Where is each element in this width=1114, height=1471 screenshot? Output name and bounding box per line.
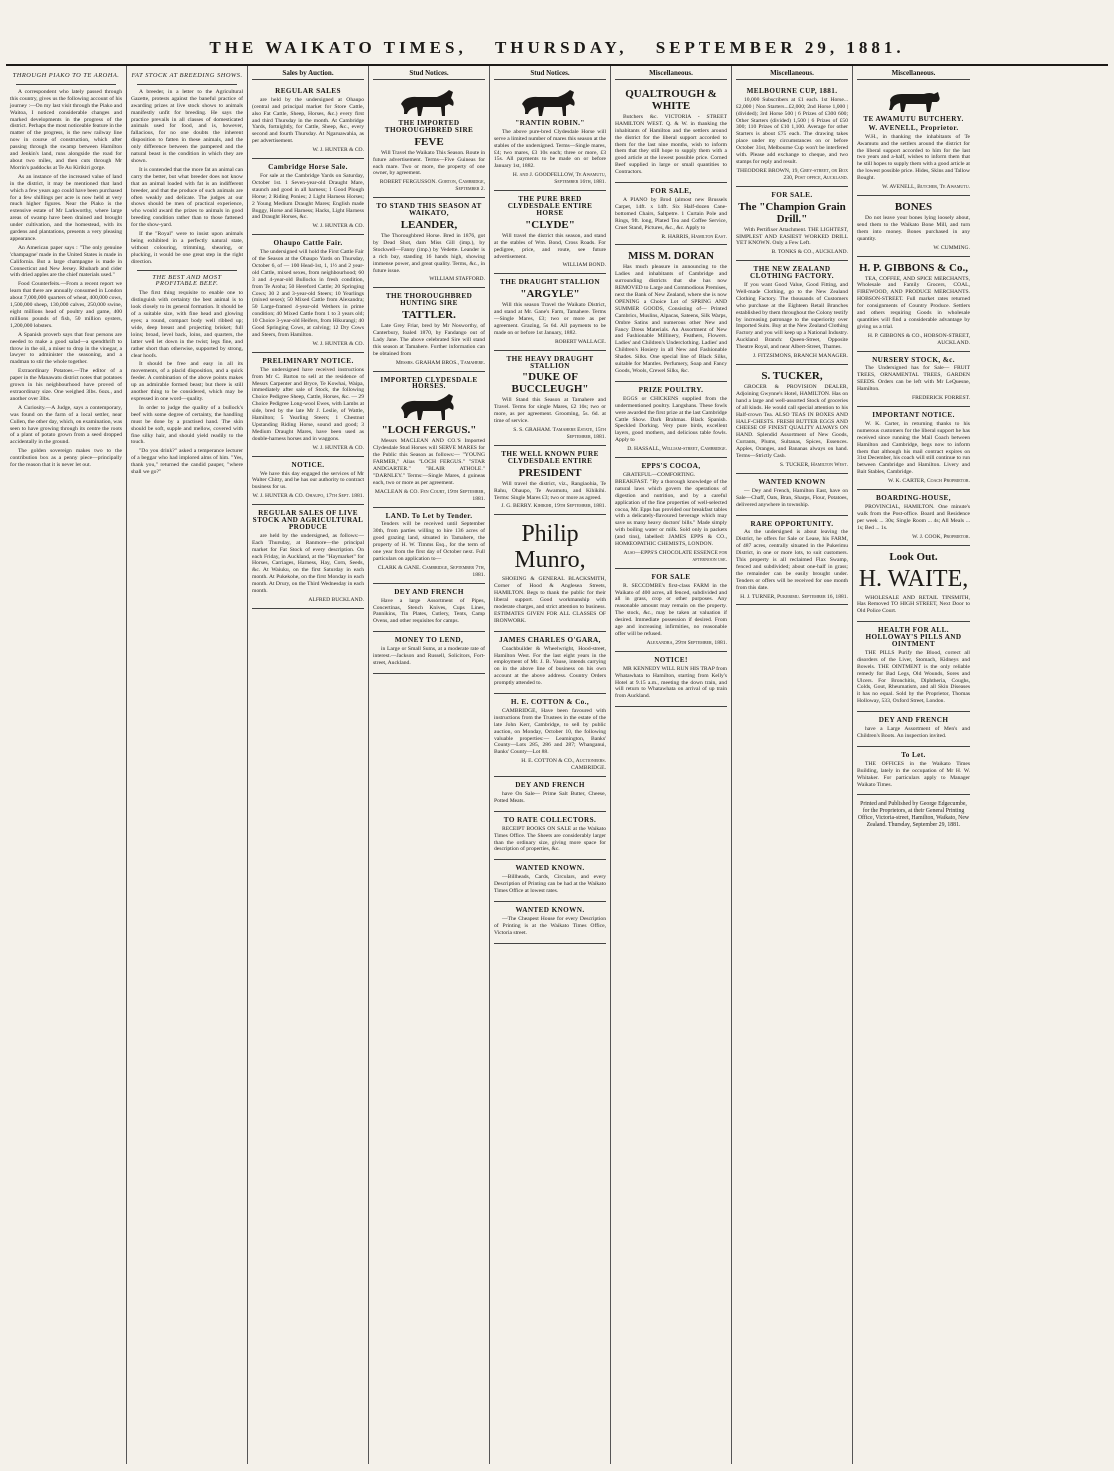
- ad-body: —The Cheapest House for every Description of Printing is at the Waikato Times Office, Victoria street.: [494, 915, 606, 936]
- column-header: Miscellaneous.: [615, 70, 727, 80]
- article-paragraph: Food Counterfeits.—From a recent report we learn that there are annually consumed in London about 7,000,000 quarters of wheat, 400,000 cows, 1,500,000 sheep, 130,000 calves, 250,000 swine, eight millions head of poultry and game, 400 millions pounds of fish, 50 million oysters, 1,200,000 lobsters.: [10, 281, 122, 329]
- ad-horse-name: "CLYDE": [525, 218, 575, 231]
- column-2: [127, 66, 248, 1464]
- ad-horse-name: LEANDER,: [400, 218, 458, 231]
- ad-title: TO STAND THIS SEASON AT WAIKATO,: [376, 202, 482, 218]
- article-paragraph: A Spanish proverb says that four persons are needed to make a good salad—a spendthrift to throw in the oil, a miser to drop in the vinegar, a lawyer to administer the seasoning, and a madman to stir the whole together.: [10, 331, 122, 366]
- ad-display-name: Philip Munro,: [514, 521, 586, 574]
- advertisement: [494, 351, 606, 446]
- ad-title: JAMES CHARLES O'GARA,: [499, 635, 601, 644]
- ad-title: Ohaupo Cattle Fair.: [273, 239, 343, 248]
- ad-title: MELBOURNE CUP, 1881.: [746, 86, 838, 95]
- advertisement: [857, 546, 970, 623]
- ad-title: TO RATE COLLECTORS.: [503, 815, 597, 824]
- ad-body: W. K. Carter, in returning thanks to his numerous customers for the liberal support he has received since running the Mail Coach between Hamilton and Cambridge, begs now to inform them that although his mail contract expires on 31st December, his coach will still continue to run between Cambridge and Hamilton. Livery and Bait Stables, Cambridge.: [857, 420, 970, 476]
- column-3: [248, 66, 369, 1464]
- ad-body: R. SECCOMBE's first-class FARM in the Waikato of 400 acres, all fenced, subdivided and all in grass, crop or other purposes. Any reasonable amount may remain on the property. The stock, &c., may be taken at valuation if desired. Immediate possession if desired. From age and increasing infirmities, no reasonable offer will be refused.: [615, 582, 727, 637]
- advertisement: [252, 83, 364, 159]
- ad-signature: J. FITZSIMONS, BRANCH MANAGER.: [752, 353, 848, 360]
- advertisement: [615, 458, 727, 569]
- ad-title: WANTED KNOWN.: [515, 905, 585, 914]
- ad-title: THE WELL KNOWN PURE CLYDESDALE ENTIRE: [501, 449, 599, 465]
- ad-signature: R. HARRIS, Hamilton East.: [661, 233, 727, 240]
- advertisement: [494, 860, 606, 902]
- advertisement: [615, 183, 727, 245]
- ad-signature: W. J. HUNTER & CO.: [312, 444, 364, 451]
- advertisement: [857, 407, 970, 490]
- ad-title: FOR SALE.: [771, 190, 813, 199]
- ad-body: PROVINCIAL, HAMILTON. One minute's walk from the Post-office. Board and Residence per week ... 30s; Single Room ... 4s; All Meals ... 1s; Bed ... 1s.: [857, 503, 970, 531]
- ad-body: Coachbuilder & Wheelwright, Hood-street, Hamilton West. For the last eight years in the employment of Mr. J. B. Vause, intends carrying on in the above line of business on his own account at the above address. Country Orders promptly attended to.: [494, 645, 606, 687]
- ad-signature: H. and J. GOODFELLOW, Te Awamutu, September 16th, 1881.: [512, 172, 606, 186]
- ad-body: are held by the undersigned, as follows:— Each Thursday, at Ranmore—the principal market for Fat Stock of every description. On each Friday, in Auckland, at the "Haymarket" for Horses, Carriages, Harness, Hay, Corn, Seeds, &c. At Waiuku, on the first Saturday in each month. At Pukekohe, on the first Monday in each month. At Drury, on the Third Wednesday in each month.: [252, 532, 364, 595]
- advertisement: [373, 372, 485, 508]
- article-paragraph: The first thing requisite to enable one to distinguish with certainty the best animal is to look closely to its general formation. It should be of a suitable size, with fine head and glowing eyes; a round, compact body well ribbed up; wide, deep breast and projecting brisket; full loins; broad, level back, loins, and quarters, the latter well let down in the twist; legs fine, and rather short than otherwise, supported by strong, clear hoofs.: [131, 290, 243, 359]
- ad-title: DEY AND FRENCH: [394, 587, 464, 596]
- article-title: THROUGH PIAKO TO TE AROHA.: [12, 72, 120, 79]
- ad-title: THE HEAVY DRAUGHT STALLION: [506, 354, 594, 370]
- column-header: Stud Notices.: [494, 70, 606, 80]
- advertisement: [615, 245, 727, 382]
- ad-horse-name: "LOCH FERGUS.": [381, 424, 477, 437]
- ad-headline: Look Out.: [889, 550, 938, 563]
- ad-body: The above pure-bred Clydesdale Horse will serve a limited number of mares this season at the stables of the undersigned. Terms—Single mares, £4; two mares, £3 10s each; three or more, £3 15s. All payments to be made on or before January 1st, 1882.: [494, 128, 606, 170]
- ad-title: RARE OPPORTUNITY.: [750, 519, 834, 528]
- advertisement: [857, 747, 970, 796]
- ad-body: We have this day engaged the services of Mr Walter Chitty, and he has our authority to contract business for us.: [252, 470, 364, 491]
- horse-illustration-icon: [393, 392, 465, 422]
- ad-title: H. E. COTTON & Co.,: [510, 698, 590, 707]
- ad-signature: MACLEAN & CO. Fen Court, 19th September, 1881.: [374, 488, 485, 502]
- ad-body: THE PILLS Purify the Blood, correct all disorders of the Liver, Stomach, Kidneys and Bowels. THE OINTMENT is the only reliable remedy for Bad Legs, Old Wounds, Sores and Ulcers. For Bronchitis, Diphtheria, Coughs, Colds, Gout, Rheumatism, and all Skin Diseases it has no equal. Sold by the Proprietor, Thomas Holloway, 533, Oxford Street, London.: [857, 649, 970, 705]
- ad-title: DEY AND FRENCH: [878, 716, 949, 725]
- article-paragraph: A breeder, in a letter to the Agricultural Gazette, protests against the baneful practice of awarding prizes at live stock shows to animals manifestly unfit for breeding. He says the practice prevails in all classes of domesticated animals used for food, and is, however, fallacious, for no one doubts the inherent disposition to fatten in these animals, and the only difference between the pampered and the natural beast is the condition in which they are shown.: [131, 88, 243, 164]
- advertisement: [252, 457, 364, 506]
- article-paragraph: A correspondent who lately passed through this country, gives us the following account of his journey :—On my last visit through the Piako and Waitoa, I noticed considerable changes and marked developments in the progress of the district. Perhaps the most noticeable feature in the matter of the progress, is the new railway line now in course of construction, which after passing through the swamp between Hamilton and Jenkin's land, runs alongside the road for about two miles, and then cuts through Mr Morrin's paddocks at Te Au Kirikiri gorge.: [10, 88, 122, 171]
- column-8: [853, 66, 974, 1464]
- advertisement: [494, 515, 606, 631]
- article-paragraph: "Do you drink?" asked a temperance lecturer of a beggar who had implored alms of him. "Yes, thank you," returned the candid pauper, "where shall we go?": [131, 448, 243, 476]
- column-4: [369, 66, 490, 1464]
- advertisement: [615, 569, 727, 652]
- advertisement: [494, 812, 606, 861]
- ad-title: "RANTIN ROBIN.": [515, 118, 585, 127]
- ad-body: The undersigned will hold the First Cattle Fair of the Season at the Ohaupo Yards on Thursday, October 6, of — 100 Head-1st, 1, 1½ and 2 year-old Cattle, mixed sexes, from neighbourhood; 60 3 and 4-year-old Bullocks in fresh condition, from Te Aroha; 50 Hereford Cattle; 20 Springing Cows; 30 2 and 3-year-old Steers; 10 Yearlings (mixed sexes); 50 Mixed Cattle from Alexandra; 50 Large-framed 4-year-old Wethers in prime condition; 40 Mixed Cattle from 1 to 3 years old; 10 Choice 3-year-old Heifers, from Hikurangi; 40 Good Springing Cows, at calving; 12 Dry Cows and Steers, from Hamilton.: [252, 249, 364, 338]
- article-title: THE BEST AND MOST PROFITABLE BEEF.: [152, 273, 222, 288]
- advertisement: [857, 352, 970, 407]
- ad-body: have On Sale— Prime Salt Butter, Cheese, Potted Meats.: [494, 791, 606, 804]
- ad-title: LAND. To Let by Tender.: [385, 511, 473, 520]
- ad-body: The Undersigned has for Sale— FRUIT TREES, ORNAMENTAL TREES, GARDEN SEEDS. Orders can be left with Mr LeQuesne, Hamilton.: [857, 365, 970, 393]
- advertisement: [857, 490, 970, 545]
- advertisement: [857, 712, 970, 747]
- ad-signature: H. E. COTTON & CO., Auctioneers. CAMBRIDGE.: [521, 758, 606, 772]
- advertisement: [736, 261, 848, 365]
- article-paragraph: If the "Royal" were to insist upon animals being exhibited in a perfectly natural state, without colouring, trimming, shearing, or plucking, it would be one great step in the right direction.: [131, 231, 243, 265]
- advertisement: [252, 505, 364, 609]
- ad-title: PRELIMINARY NOTICE.: [262, 356, 354, 365]
- ad-signature: W. CUMMING.: [933, 244, 970, 251]
- divider: [16, 84, 116, 85]
- article-paragraph: It is contended that the more fat an animal can carry the better, but what breeder does not know that an animal loaded with fat is an indifferent breeder, and that the produce of such animals are often weakly and delicate. The judges at our shows should be men of practical experience, who would award the prizes to animals in good breeding condition rather than to those fattened for the show-yard.: [131, 166, 243, 229]
- ad-title: MONEY TO LEND,: [394, 636, 464, 645]
- advertisement: [615, 652, 727, 707]
- ad-title: IMPORTANT NOTICE.: [872, 411, 955, 419]
- ad-body: The Thoroughbred Horse. Bred in 1876, got by Dead Shot, dam Miss Gill (imp.), by Stockwell—Fanny (imp.) by Vedette. Leander is a rich bay, standing 16 hands high, showing immense power, and great quality. Terms, &c., in future issue.: [373, 232, 485, 274]
- ad-signature: Messrs. GRAHAM BROS., Tamahere.: [395, 359, 485, 366]
- ad-title: THE DRAUGHT STALLION: [500, 278, 600, 287]
- ad-title: DEY AND FRENCH: [515, 781, 585, 790]
- ad-title: IMPORTED CLYDESDALE HORSES.: [380, 375, 478, 391]
- printer-imprint: Printed and Published by George Edgecumbe, for the Proprietors, at their General Printing Office, Victoria-street, Hamilton, Waikato, New Zealand. Thursday, September 29, 1881.: [857, 801, 970, 829]
- bull-illustration-icon: [884, 88, 944, 114]
- ad-display-name: H. WAITE,: [858, 565, 969, 592]
- masthead-day: THURSDAY,: [494, 38, 628, 57]
- column-6: [611, 66, 732, 1464]
- column-header: Miscellaneous.: [857, 70, 970, 80]
- ad-title: Cambridge Horse Sale.: [268, 163, 348, 172]
- ad-title: THE IMPORTED THOROUGHBRED SIRE: [384, 118, 474, 134]
- ad-signature: THEODORE BROWN, 19, Grey-street, or Box 230, Post office, Auckland.: [736, 167, 848, 181]
- advertisement: [615, 83, 727, 183]
- ad-title: FOR SALE,: [650, 187, 692, 196]
- advertisement: [494, 83, 606, 191]
- advertisement: [373, 288, 485, 371]
- ad-signature: ALFRED BUCKLAND.: [308, 597, 364, 603]
- ad-body: With Pertifixer Attachment. THE LIGHTEST, SIMPLEST AND EASIEST WORKED DRILL YET KNOWN. Only a Few Left.: [736, 226, 848, 247]
- ad-body: —Billheads, Cards, Circulars, and every Description of Printing can be had at the Waikato Times Office at lowest rates.: [494, 874, 606, 895]
- advertisement: [857, 196, 970, 257]
- ad-signature: Alexandra, 29th September, 1881.: [646, 639, 727, 646]
- article-paragraph: An American paper says : "The only genuine 'champagne' made in the United States is made in California. But a large champagne is made in Connecticut and New Jersey. Rhubarb and cider with dried apples are the chief materials used.": [10, 244, 122, 279]
- columns: [6, 66, 1108, 1464]
- ad-signature: FREDERICK FORREST.: [911, 395, 970, 402]
- advertisement: [494, 694, 606, 777]
- ad-title: THE NEW ZEALAND CLOTHING FACTORY.: [750, 265, 834, 281]
- ad-signature: W. K. CARTER, Coach Proprietor.: [887, 478, 970, 485]
- column-7: [732, 66, 853, 1464]
- ad-body: A PIANO by Brod (almost new Brussels Carpet, 14ft. x 14ft. Six Half-dozen Cane-bottomed Chairs, Saltpetre. 1 Curtain Pole and Rings, 9ft. long, Plated Tea and Coffee Service, Cruet Stand, Pictures, &c., &c. Apply to: [615, 196, 727, 231]
- ad-subtitle: W. AVENELL, Proprietor.: [868, 123, 959, 132]
- ad-body: RECEIPT BOOKS ON SALE at the Waikato Times Office. The Sheets are considerably larger than the ordinary size, giving more space for description of properties, &c.: [494, 825, 606, 853]
- advertisement: [857, 257, 970, 352]
- column-header: Sales by Auction.: [252, 70, 364, 80]
- advertisement: [252, 235, 364, 353]
- ad-body: For sale at the Cambridge Yards on Saturday, October 1st. 1 Seven-year-old Draught Mare, staunch and good in all harness; 1 Good Plough Horse; 2 Riding Ponies; 2 Light Harness Horses; 2 Young Medium Draught Mares; English made Buggy, Horse and Harness; Hacks, Light Harness and Draught Horses, &c.: [252, 172, 364, 221]
- advertisement: [736, 516, 848, 606]
- ad-body: Will Travel the Waikato This Season. Route in future advertisement. Terms—Five Guineas for each mare. Two or more, the property of one owner, by agreement.: [373, 149, 485, 177]
- advertisement: [252, 159, 364, 235]
- horse-illustration-icon: [514, 88, 586, 118]
- ad-title: NOTICE!: [654, 655, 688, 664]
- ad-body: SHOEING & GENERAL BLACKSMITH, Corner of Hood & Anglesea Streets, HAMILTON. Begs to thank the public for their liberal support. Good workmanship with moderate charges, and strict attention to business. ESTIMATES GIVEN FOR ALL CLASSES OF IRONWORK.: [494, 576, 606, 624]
- ad-signature: CLARK & GANE. Cambridge, September 7th, 1881.: [377, 564, 485, 578]
- ad-signature: W. J. HUNTER & CO. Ohaupo, 17th Sept. 1881.: [252, 493, 364, 500]
- ad-signature: W. AVENELL, Butcher, Te Awamutu.: [882, 184, 970, 191]
- ad-horse-name: "ARGYLE": [520, 288, 580, 301]
- column-header: Miscellaneous.: [736, 70, 848, 80]
- masthead-date: SEPTEMBER 29, 1881.: [655, 38, 905, 57]
- ad-title: HEALTH FOR ALL. HOLLOWAY'S PILLS AND OINTMENT: [865, 626, 962, 649]
- ad-body: Have a large Assortment of Pipes, Concertinas, Stench Knives, Cups Lines, Pannikins, Tin Plates, Cutlery, Tents, Camp Ovens, and other requisites for camps.: [373, 597, 485, 625]
- article-paragraph: The golden sovereign makes two to the contribution box as a penny piece—principally for the reason that it is never let out.: [10, 448, 122, 469]
- ad-signature: S. S. GRAHAM. Tamahere Estate, 15th September, 1881.: [513, 427, 606, 440]
- ad-body: MR KENNEDY WILL RUN HIS TRAP from Whatawhata to Hamilton, starting from Kelly's Hotel at 9.15 a.m., meeting the down train, and will return to Whatawhata on arrival of up train from Auckland.: [615, 665, 727, 700]
- advertisement: [494, 632, 606, 694]
- advertisement: [736, 83, 848, 187]
- ad-body: Messrs MACLEAN AND CO.'S Imported Clydesdale Stud Horses will SERVE MARES for the Public this Season as follows:— "YOUNG FARMER," Alias "LOCH FERGUS." "STAR ANDGARTER." "BLAIR ATHOLE." "DARNLEY." Terms:—Single Mares, 4 guineas each, two or more as per agreement.: [373, 438, 485, 486]
- ad-display-name: H. P. GIBBONS & Co.,: [858, 261, 968, 274]
- ad-signature: D. HASSALL, William-street, Cambridge.: [627, 446, 727, 453]
- divider: [137, 270, 237, 271]
- article-paragraph: In order to judge the quality of a bullock's beef with some degree of certainty, the handling must be done by a practised hand. The skin should be soft, supple and mellow, covered with fine silky hair, and should yield readily to the touch.: [131, 404, 243, 446]
- ad-body: EGGS or CHICKENS supplied from the undermentioned poultry. Langshans. These fowls were awarded the first prize at the last Cambridge Cattle Show. Dark Brahmas. Black Spanish. Speckled Dorking. Very pure birds, excellent layers, good mothers, and delicious table fowls. Apply to: [615, 395, 727, 444]
- ad-title: NOTICE.: [291, 460, 325, 469]
- ad-body: 10,000 Subscribers at £1 each. 1st Horse...£2,000 | Non Starters...£2,000; 2nd Horse 1,000 | (divided); 3rd Horse 500 | 6 Prizes of £300 600; Other Starters (divided) 1,500 | 6 Prizes of £50 300; 110 Prizes of £10 1,100. Average for other Starters is about £75 each. The drawing takes place under my circumstances on or before October 31st, Melbourne Cup won't be interfered with. Please add exchange to cheque, and two stamps for reply and result.: [736, 96, 848, 165]
- ad-title: EPPS'S COCOA,: [641, 462, 701, 471]
- ad-horse-name: "DUKE OF BUCCLEUGH": [511, 371, 589, 396]
- ad-signature: H. P. GIBBONS & CO., HOBSON-STREET, AUCKLAND.: [867, 332, 970, 346]
- ad-title: WANTED KNOWN.: [515, 864, 585, 873]
- ad-signature: WILLIAM STAFFORD.: [429, 276, 485, 283]
- ad-body: have a Large Assortment of Men's and Children's Boots. An inspection invited.: [857, 726, 970, 739]
- ad-signature: S. TUCKER, Hamilton West.: [779, 461, 848, 468]
- article-paragraph: A Curiosity.—A Judge, says a contemporary, was found on the farm of a local settler, near Cullen, the other day, which, on examination, was seen to have growing through its centre the roots of a plant of potato grown from a seed dropped accidentally in the ground.: [10, 404, 122, 446]
- advertisement: [857, 83, 970, 196]
- advertisement: [373, 83, 485, 198]
- ad-signature: ROBERT WALLACE.: [554, 338, 606, 345]
- ad-body: Will travel the district, viz., Rangiaohia, Te Rahu, Ohaupo, Te Awamutu, and Kihikihi. Terms: Single Mares £3; two or more as agreed.: [494, 480, 606, 501]
- article-paragraph: As an instance of the increased value of land in the district, it may be mentioned that land which a few years ago could have been purchased for a few shillings per acre is now held at very much higher figures. Near the Piako is the extensive estate of Mr Larkworthy, where large areas of swamp have been drained and brought under cultivation, and the homestead, with its gardens and plantations, presents a very pleasing appearance.: [10, 173, 122, 242]
- article-title: FAT STOCK AT BREEDING SHOWS.: [131, 72, 243, 79]
- ad-body: are held by the undersigned at Ohaupo (central and principal market for Store Cattle, also Fat Cattle, Sheep, Horses, &c.) every first and third Thursday in the month. At Cambridge Yards, fortnightly, for Cattle, Sheep, &c., every second and fourth Thursday. At Ngaruawahia, as per advertisement.: [252, 96, 364, 145]
- advertisement: [494, 777, 606, 812]
- ad-body: GROCER & PROVISION DEALER, Adjoining Gwynne's Hotel, HAMILTON. Has on hand a large and well-assorted Stock of groceries of all kinds. He would call special attention to his Half-crown Tea. ALSO TEAS IN BOXES AND HALF-CHESTS. FRESH BUTTER EGGS AND CHEESE OF FINEST QUALITY ALWAYS ON HAND. Splendid Assortment of New Goods, Currants, Plums, Sultanas, Spices, Essences. Apples, Oranges, and Bananas always on hand. Terms—Strictly Cash.: [736, 384, 848, 460]
- advertisement: [494, 446, 606, 515]
- ad-body: THE OFFICES in the Waikato Times Building, lately in the occupation of Mr H. W. Whitaker. For particulars apply to Manager Waikato Times.: [857, 760, 970, 788]
- ad-body: The undersigned have received instructions from Mr C. Barton to sell at the residence of Messrs Carpenter and Bryce, Te Kowhai, Waipa, immediately after sale of Stock, the following Choice Pedigree Sheep, Cattle, Horses, &c. — 29 Choice Pedigree Long-wool Ewes, with Lambs at side, bred by the late Mr J. Leslie, of Wattle, Hamilton; 5 Yearling Steers; 1 Chestnut Upstanding Riding Horse, sound and good; 3 Medium Draught Mares, have been used as double-harness horses and in waggons.: [252, 366, 364, 442]
- ad-title: PRIZE POULTRY.: [638, 385, 704, 394]
- ad-horse-name: TATTLER.: [402, 309, 456, 322]
- ad-body: Do not leave your bones lying loosely about, send them to the Waikato Bone Mill, and turn them into money. Bones purchased in any quantity.: [857, 214, 970, 242]
- ad-body: CAMBRIDGE, Have been favoured with instructions from the Trustees in the estate of the late John Kerr, Cambridge, to sell by public auction, on Monday, October 10, the following valuable properties:— Leamington, Banks' County—Lots 285, 286 and 287; Whanganui, Banks' County—Lot 88.: [494, 707, 606, 756]
- ad-body: Will travel the district this season, and stand at the stables of Wm. Bond, Cross Roads. For pedigree, price, and route, see future advertisement.: [494, 232, 606, 260]
- ad-horse-name: FEVE: [414, 135, 444, 148]
- ad-body: W.H., in thanking the inhabitants of Te Awamutu and the settlers around the district for the liberal support accorded to him for the last two years and a-half, wishes to inform them that he still hopes to supply them with a good article at the lowest possible price. Hides, Skins and Tallow Bought.: [857, 133, 970, 182]
- ad-signature: B. TONKS & CO., AUCKLAND.: [771, 249, 848, 256]
- article-paragraph: It should be free and easy in all its movements, of a placid disposition, and a quick feeder. A combination of the above points makes up an admirable formed beast; but there is still another thing to be considered, which may be expressed in one word—quality.: [131, 361, 243, 402]
- ad-display-name: The "Champion Grain Drill.": [738, 200, 846, 225]
- advertisement: [857, 622, 970, 712]
- ad-signature: W. J. HUNTER & CO.: [312, 147, 364, 154]
- ad-display-name: BONES: [894, 200, 933, 213]
- ad-signature: W. J. COOK, Proprietor.: [912, 533, 970, 540]
- ad-title: WANTED KNOWN: [758, 477, 826, 486]
- ad-body: As the undersigned is about leaving the District, he offers for Sale or Lease, his FARM, of 487 acres, centrally situated in the Pukerimu District, in one or more lots, to suit customers. This property is all reclaimed Flax Swamp, fenced and subdivided; about one-half in grass; the remainder can be easily brought under. Tenders or offers will be received for one month from this date.: [736, 529, 848, 591]
- advertisement: [736, 187, 848, 262]
- divider: [137, 84, 237, 85]
- ad-body: Has much pleasure in announcing to the Ladies and inhabitants of Cambridge and surrounding districts that she has now REMOVED to Large and Commodious Premises, next the Bank of New Zealand, where she is now OPENING a Choice Lot of SPRING AND SUMMER GOODS, Consisting of— Printed Cambrics, Muslins, Alpacas, Sateens, Silk Warps, Ombre Satins and numerous other New and Fancy Dress Materials. An Assortment of New and Fashionable Millinery, Feathers, Flowers. Ladies' and Children's Underclothing. Ladies' and Children's Hosiery in all New and Fashionable Shades. Silks. One special line of Black Silks, suitable for Mantles. Perfumery, Soap and Fancy Goods, Wools, Crewel Silks, &c.: [615, 264, 727, 374]
- advertisement: [494, 902, 606, 944]
- ad-body: — Dey and French, Hamilton East, have on Sale—Chaff, Oats, Bran, Sharps, Flour, Potatoes, delivered anywhere in township.: [736, 487, 848, 508]
- article-paragraph: Extraordinary Potatoes.—The editor of a paper in the Manawatu district notes that potatoes grown in his neighbourhood have proved of extraordinary size. One weighed 3lbs. 6ozs., and another over 3lbs.: [10, 368, 122, 402]
- ad-signature: H. J. TURNER, Pukerimu. September 16, 1881.: [740, 593, 848, 600]
- masthead: [6, 0, 1108, 66]
- ad-title: REGULAR SALES OF LIVE STOCK AND AGRICULTURAL PRODUCE: [252, 509, 364, 531]
- ad-title: BOARDING-HOUSE,: [876, 494, 951, 503]
- ad-signature: Also—EPPS'S CHOCOLATE ESSENCE for afternoon use.: [623, 549, 727, 563]
- ad-body: Will Stand this Season at Tamahere and Travel. Terms for single Mares, £2 10s; two or more, as per agreement. Grooming, 5s. 6d. at time of service.: [494, 397, 606, 425]
- advertisement: [373, 508, 485, 584]
- advertisement: [615, 382, 727, 458]
- ad-body: WHOLESALE AND RETAIL TINSMITH, Has Removed TO HIGH STREET, Next Door to Old Police Court.: [857, 594, 970, 615]
- ad-title: NURSERY STOCK, &c.: [872, 355, 955, 364]
- ad-body: Tenders will be received until September 30th, from parties willing to hire 136 acres of good grazing land, situated in Tamahere, the property of H. W. Timms Esq., for the term of one year from the first day of October next. Full particulars on application to—: [373, 521, 485, 562]
- ad-body: TEA, COFFEE, AND SPICE MERCHANTS, Wholesale and Family Grocers, COAL, FIREWOOD, AND PRODUCE MERCHANTS. HOBSON-STREET. Full market rates returned for consignments of Country Produce. Settlers and others requiring Goods in wholesale quantities will find a considerable advantage by giving us a trial.: [857, 275, 970, 330]
- ad-signature: ROBERT FERGUSSON. Gorton, Cambridge, September 2.: [379, 179, 485, 193]
- ad-title: TE AWAMUTU BUTCHERY.: [863, 114, 964, 123]
- ad-title: THE PURE BRED CLYDESDALE ENTIRE HORSE: [507, 195, 593, 217]
- ad-title: THE THOROUGHBRED HUNTING SIRE: [385, 292, 473, 308]
- ad-signature: W. J. HUNTER & CO.: [312, 223, 364, 230]
- ad-body: Butchers &c. VICTORIA - STREET HAMILTON WEST. Q. & W. in thanking the inhabitants of Hamilton and the settlers around the district for the liberal support accorded to them for the last nine months, wish to inform them that they still hope to supply them with a good article at the lowest possible price. Corned Beef supplied in large or small quantities to Contractors.: [615, 113, 727, 176]
- ad-body: in Large or Small Sums, at a moderate rate of interest.—Jackson and Russell, Solicitors, Fort-street, Auckland.: [373, 646, 485, 666]
- ad-body: Will this season Travel the Waikato District, and stand at Mr. Gane's Farm, Tamahere. Terms—Single Mares, £3; two or more as per agreement. Grazing, 5s 6d. All payments to be made on or before 1st January, 1882.: [494, 302, 606, 336]
- ad-body: If you want Good Value, Good Fitting, and Well-made Clothing, go to the New Zealand Clothing Factory. The thousands of Customers who purchase at the Eighteen Retail Branches established by them throughout the Colony testify by increasing patronage to the superiority over Imported Suits. Buy at the New Zealand Clothing Factory and you will keep up a National Industry. Auckland Branch: Queen-Street, Opposite Theatre Royal, and near Albert-Street, Thames.: [736, 282, 848, 351]
- advertisement: [373, 584, 485, 633]
- advertisement: [736, 365, 848, 474]
- ad-signature: J. G. BERRY. Kihikihi, 19th September, 1881.: [501, 503, 606, 510]
- ad-signature: WILLIAM BOND.: [562, 262, 606, 269]
- ad-horse-name: PRESIDENT: [518, 466, 582, 479]
- column-5: [490, 66, 611, 1464]
- advertisement: [373, 632, 485, 674]
- advertisement: [494, 191, 606, 274]
- ad-body: Late Grey Friar, bred by Mr Nosworthy, of Canterbury, foaled 1870, by Fandango out of Lady Jane. The above celebrated Sire will stand this season at Tamahere. Further information can be obtained from: [373, 323, 485, 357]
- ad-display-name: QUALTROUGH & WHITE: [625, 87, 717, 112]
- ad-title: FOR SALE: [651, 572, 691, 581]
- ad-display-name: S. TUCKER,: [761, 370, 823, 382]
- column-1: [6, 66, 127, 1464]
- advertisement: [252, 353, 364, 457]
- advertisement: [373, 198, 485, 288]
- masthead-title: THE WAIKATO TIMES,: [209, 38, 467, 57]
- ad-title: To Let.: [901, 750, 926, 759]
- ad-display-name: MISS M. DORAN: [628, 250, 714, 263]
- ad-title: REGULAR SALES: [275, 86, 341, 95]
- advertisement: [736, 474, 848, 516]
- ad-body: GRATEFUL—COMFORTING. BREAKFAST. "By a thorough knowledge of the natural laws which govern the operations of digestion and nutrition, and by a careful application of the fine properties of well-selected cocoa, Mr. Epps has provided our breakfast tables with a delicately-flavoured beverage which may save us many heavy doctors' bills." Made simply with boiling water or milk. Sold only in packets (and tins), labelled: JAMES EPPS & CO., HOMŒOPATHIC CHEMISTS, LONDON.: [615, 471, 727, 548]
- column-header: Stud Notices.: [373, 70, 485, 80]
- ad-signature: W. J. HUNTER & CO.: [312, 340, 364, 347]
- horse-illustration-icon: [393, 88, 465, 118]
- advertisement: [494, 274, 606, 350]
